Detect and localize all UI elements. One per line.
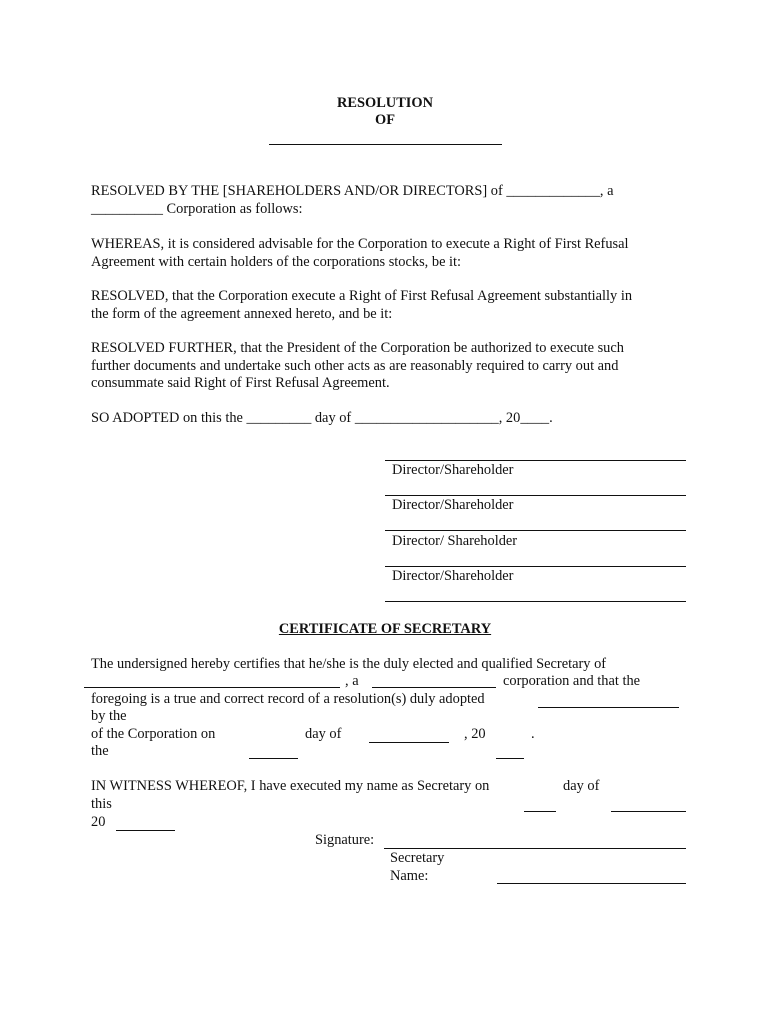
resolved-further-paragraph [91, 340, 681, 393]
resolved-line-1: RESOLVED, that the Corporation execute a Right of First Refusal Agreement substantially in [91, 288, 633, 304]
state-blank[interactable] [372, 687, 496, 688]
certificate-by-the: by the [91, 708, 127, 724]
certificate-day-of: day of [305, 726, 342, 742]
certificate-comma-20: , 20 [464, 726, 486, 742]
signature-label-2: Director/Shareholder [392, 497, 514, 513]
corporation-name-blank[interactable] [84, 687, 340, 688]
intro-paragraph [91, 183, 681, 218]
resolved-paragraph [91, 288, 681, 323]
certificate-foregoing: foregoing is a true and correct record of a resolution(s) duly adopted [91, 691, 485, 707]
witness-day-blank[interactable] [524, 811, 556, 812]
whereas-line-1: WHEREAS, it is considered advisable for the Corporation to execute a Right of First Refusal [91, 236, 629, 252]
resolution-title: RESOLUTION [337, 95, 433, 111]
resolution-title-of: OF [375, 112, 395, 128]
day-blank[interactable] [249, 758, 298, 759]
adopted-by-blank[interactable] [538, 707, 679, 708]
intro-line-2: __________ Corporation as follows: [91, 200, 303, 217]
whereas-paragraph [91, 236, 681, 271]
year-blank[interactable] [496, 758, 524, 759]
signature-label-3: Director/ Shareholder [392, 533, 518, 549]
secretary-label: Secretary [390, 850, 445, 866]
secretary-name-line[interactable] [497, 883, 686, 884]
entity-name-blank[interactable] [269, 144, 502, 145]
certificate-period: . [531, 726, 535, 742]
witness-this: this [91, 796, 112, 812]
whereas-line-2: Agreement with certain holders of the corporations stocks, be it: [91, 253, 462, 270]
witness-day-of: day of [563, 778, 600, 794]
witness-year-blank[interactable] [116, 830, 175, 831]
adopted-line: SO ADOPTED on this the _________ day of ____________________, 20____. [91, 410, 553, 426]
signature-line-5[interactable] [385, 601, 686, 602]
signature-line-2[interactable] [385, 495, 686, 496]
month-blank[interactable] [369, 742, 449, 743]
certificate-corp-text: corporation and that the [503, 673, 641, 689]
certificate-of-corp: of the Corporation on [91, 726, 216, 742]
intro-line-1: RESOLVED BY THE [SHAREHOLDERS AND/OR DIRECTORS] of _____________, a [91, 183, 614, 199]
resolved-further-line-3: consummate said Right of First Refusal Agreement. [91, 375, 390, 391]
signature-line-3[interactable] [385, 530, 686, 531]
certificate-a-text: , a [345, 673, 359, 689]
resolved-further-line-2: further documents and undertake such other acts as are reasonably required to carry out and [91, 357, 619, 374]
resolved-line-2: the form of the agreement annexed hereto, and be it: [91, 305, 393, 322]
witness-month-blank[interactable] [611, 811, 686, 812]
resolved-further-line-1: RESOLVED FURTHER, that the President of the Corporation be authorized to execute such [91, 340, 624, 356]
certificate-the: the [91, 743, 109, 759]
signature-label: Signature: [315, 832, 375, 848]
secretary-signature-line[interactable] [384, 848, 686, 849]
signature-label-4: Director/Shareholder [392, 568, 514, 584]
signature-label-1: Director/Shareholder [392, 462, 514, 478]
name-label: Name: [390, 868, 429, 884]
signature-line-4[interactable] [385, 566, 686, 567]
certificate-heading: CERTIFICATE OF SECRETARY [278, 621, 492, 637]
witness-line-1: IN WITNESS WHEREOF, I have executed my name as Secretary on [91, 778, 490, 794]
witness-year: 20 [91, 814, 106, 830]
signature-line-1[interactable] [385, 460, 686, 461]
certificate-line-1: The undersigned hereby certifies that he/she is the duly elected and qualified Secretary of [91, 656, 607, 672]
